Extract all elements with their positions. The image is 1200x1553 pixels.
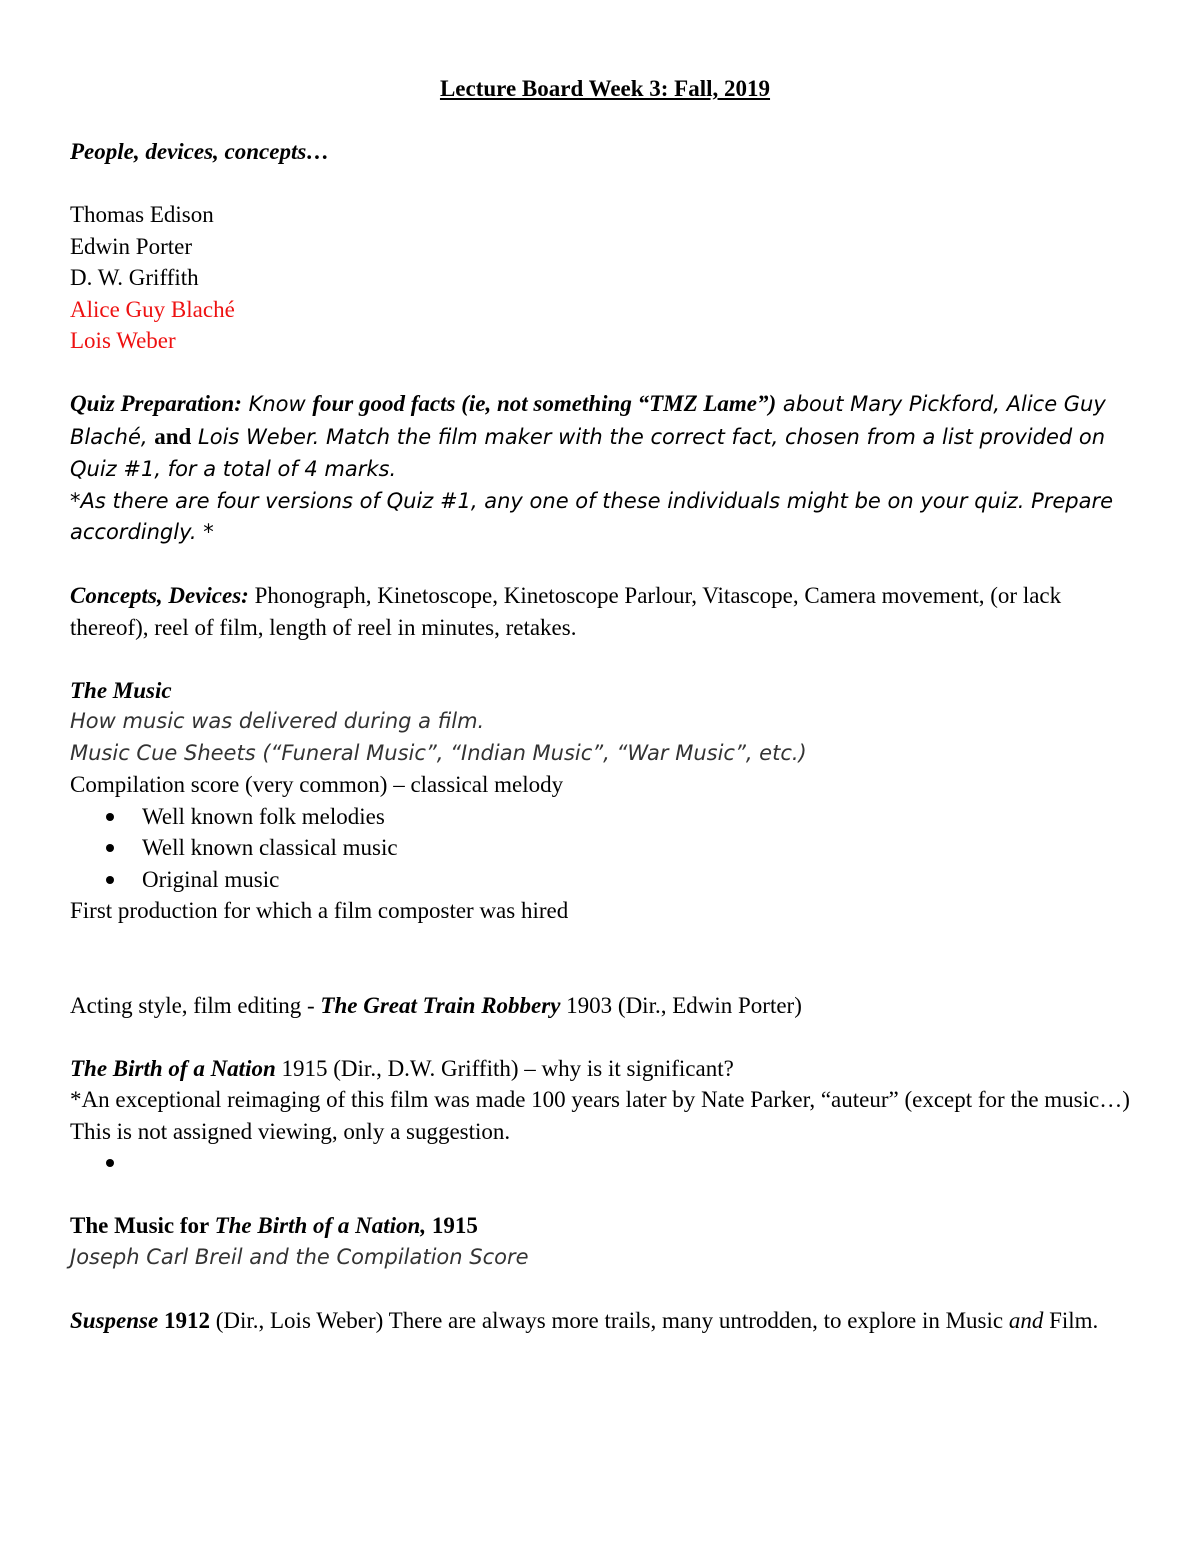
people-heading: People, devices, concepts… [70, 139, 330, 164]
quiz-emphasis: four good facts (ie, not something “TMZ Lame”) [312, 391, 777, 416]
film-title: Suspense [70, 1307, 159, 1333]
quiz-text: Lois Weber. Match the film maker with the correct fact, chosen from a list provided on Quiz #1, for a total of 4 marks. [70, 424, 1106, 481]
music-line: How music was delivered during a film. [70, 709, 485, 733]
music-line: Music Cue Sheets (“Funeral Music”, “Indian Music”, “War Music”, etc.) [70, 740, 807, 765]
quiz-and: and [154, 423, 192, 449]
birth-of-a-nation [70, 1053, 1140, 1085]
birth-music-text: The Music for [70, 1213, 215, 1238]
quiz-note: *As there are four versions of Quiz #1, any one of these individuals might be on your quiz. Prepare accordingly. * [70, 488, 1114, 544]
film-title: The Birth of a Nation [70, 1055, 276, 1081]
birth-music-text: 1915 [426, 1213, 478, 1238]
acting-style [70, 990, 1140, 1022]
list-item-empty [70, 1147, 1140, 1179]
person-name: Edwin Porter [70, 233, 193, 259]
music-line: First production for which a film composter was hired [70, 898, 569, 923]
list-item: Original music [70, 864, 1140, 896]
suspense-paragraph [70, 1305, 1140, 1337]
film-title: The Birth of a Nation, [214, 1213, 427, 1238]
page-title: Lecture Board Week 3: Fall, 2019 [439, 76, 771, 101]
birth-music-heading [70, 1210, 1140, 1242]
person-name: D. W. Griffith [70, 265, 199, 290]
music-bullet-list [70, 801, 1140, 896]
concepts-devices [70, 580, 1140, 643]
birth-music-subtitle: Joseph Carl Breil and the Compilation Score [70, 1244, 529, 1269]
music-line: Compilation score (very common) – classical melody [70, 772, 564, 797]
person-name-highlighted: Alice Guy Blaché [70, 296, 235, 322]
suspense-year: 1912 [158, 1307, 210, 1333]
acting-text: Acting style, film editing - [70, 992, 321, 1018]
suspense-text: (Dir., Lois Weber) There are always more trails, many untrodden, to explore in Music [209, 1307, 1009, 1333]
concepts-label: Concepts, Devices: [70, 583, 249, 608]
list-item: Well known folk melodies [70, 801, 1140, 833]
suspense-and: and [1008, 1307, 1044, 1333]
acting-text: 1903 (Dir., Edwin Porter) [560, 992, 802, 1018]
film-title: The Great Train Robbery [320, 992, 561, 1018]
birth-note: *An exceptional reimaging of this film was made 100 years later by Nate Parker, “auteur” (except for the music…) This is not assigned viewing, only a suggestion. [70, 1087, 1130, 1144]
list-item: Well known classical music [70, 832, 1140, 864]
person-name: Thomas Edison [70, 202, 214, 227]
person-name-highlighted: Lois Weber [70, 328, 176, 353]
quiz-label: Quiz Preparation: [70, 391, 242, 416]
empty-bullet-list [70, 1147, 1140, 1179]
concepts-text: Phonograph, Kinetoscope, Kinetoscope Parlour, Vitascope, Camera movement, (or lack thereof), reel of film, length of reel in minutes, retakes. [70, 583, 1062, 640]
suspense-text: Film. [1043, 1307, 1099, 1333]
quiz-text: about Mary Pickford, Alice Guy Blaché, [70, 392, 1106, 449]
quiz-preparation [70, 388, 1140, 486]
music-heading: The Music [70, 677, 172, 703]
birth-text: 1915 (Dir., D.W. Griffith) – why is it significant? [275, 1055, 734, 1081]
document-body [70, 73, 1140, 1336]
quiz-text: Know [241, 392, 313, 416]
